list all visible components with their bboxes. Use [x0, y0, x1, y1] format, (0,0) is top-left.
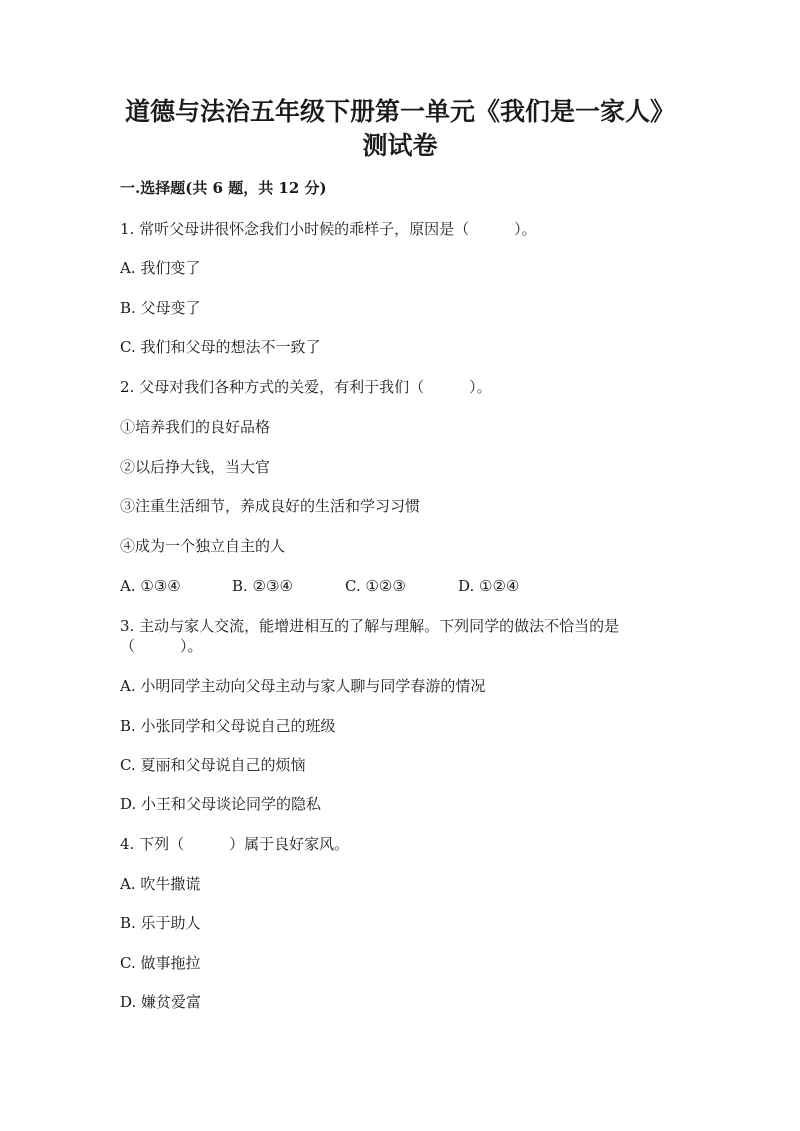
- section-heading: 一.选择题(共 6 题，共 12 分): [120, 179, 327, 197]
- question-3-option-c: C. 夏丽和父母说自己的烦恼: [120, 756, 306, 774]
- question-2-item-4: ④成为一个独立自主的人: [120, 537, 286, 555]
- question-4-option-a: A. 吹牛撒谎: [120, 875, 201, 893]
- page-title-continued: 测试卷: [362, 131, 438, 160]
- question-1-stem: 1. 常听父母讲很怀念我们小时候的乖样子，原因是（ ）。: [120, 220, 537, 238]
- question-1-option-b: B. 父母变了: [120, 299, 201, 317]
- question-2-option-a: A. ①③④: [120, 577, 181, 595]
- question-2-option-c: C. ①②③: [345, 577, 406, 595]
- question-2-item-3: ③注重生活细节，养成良好的生活和学习习惯: [120, 497, 421, 515]
- question-3-option-b: B. 小张同学和父母说自己的班级: [120, 717, 336, 735]
- question-4-option-b: B. 乐于助人: [120, 914, 201, 932]
- page-title: 道德与法治五年级下册第一单元《我们是一家人》: [124, 97, 675, 126]
- question-2-stem: 2. 父母对我们各种方式的关爱，有利于我们（ ）。: [120, 378, 492, 396]
- question-1-option-a: A. 我们变了: [120, 259, 201, 277]
- question-2-option-b: B. ②③④: [232, 577, 293, 595]
- question-3-option-d: D. 小王和父母谈论同学的隐私: [120, 795, 322, 813]
- question-2-options: [120, 576, 720, 596]
- question-3-stem: 3. 主动与家人交流，能增进相互的了解与理解。下列同学的做法不恰当的是: [120, 617, 620, 635]
- question-2-item-2: ②以后挣大钱，当大官: [120, 458, 271, 476]
- question-3-option-a: A. 小明同学主动向父母主动与家人聊与同学春游的情况: [120, 677, 486, 695]
- question-4-stem: 4. 下列（ ）属于良好家风。: [120, 835, 350, 853]
- question-3-stem-continued: （ ）。: [120, 637, 203, 655]
- question-1-option-c: C. 我们和父母的想法不一致了: [120, 338, 321, 356]
- question-2-option-d: D. ①②④: [458, 577, 520, 595]
- question-4-option-d: D. 嫌贫爱富: [120, 993, 202, 1011]
- question-4-option-c: C. 做事拖拉: [120, 954, 201, 972]
- question-2-item-1: ①培养我们的良好品格: [120, 418, 271, 436]
